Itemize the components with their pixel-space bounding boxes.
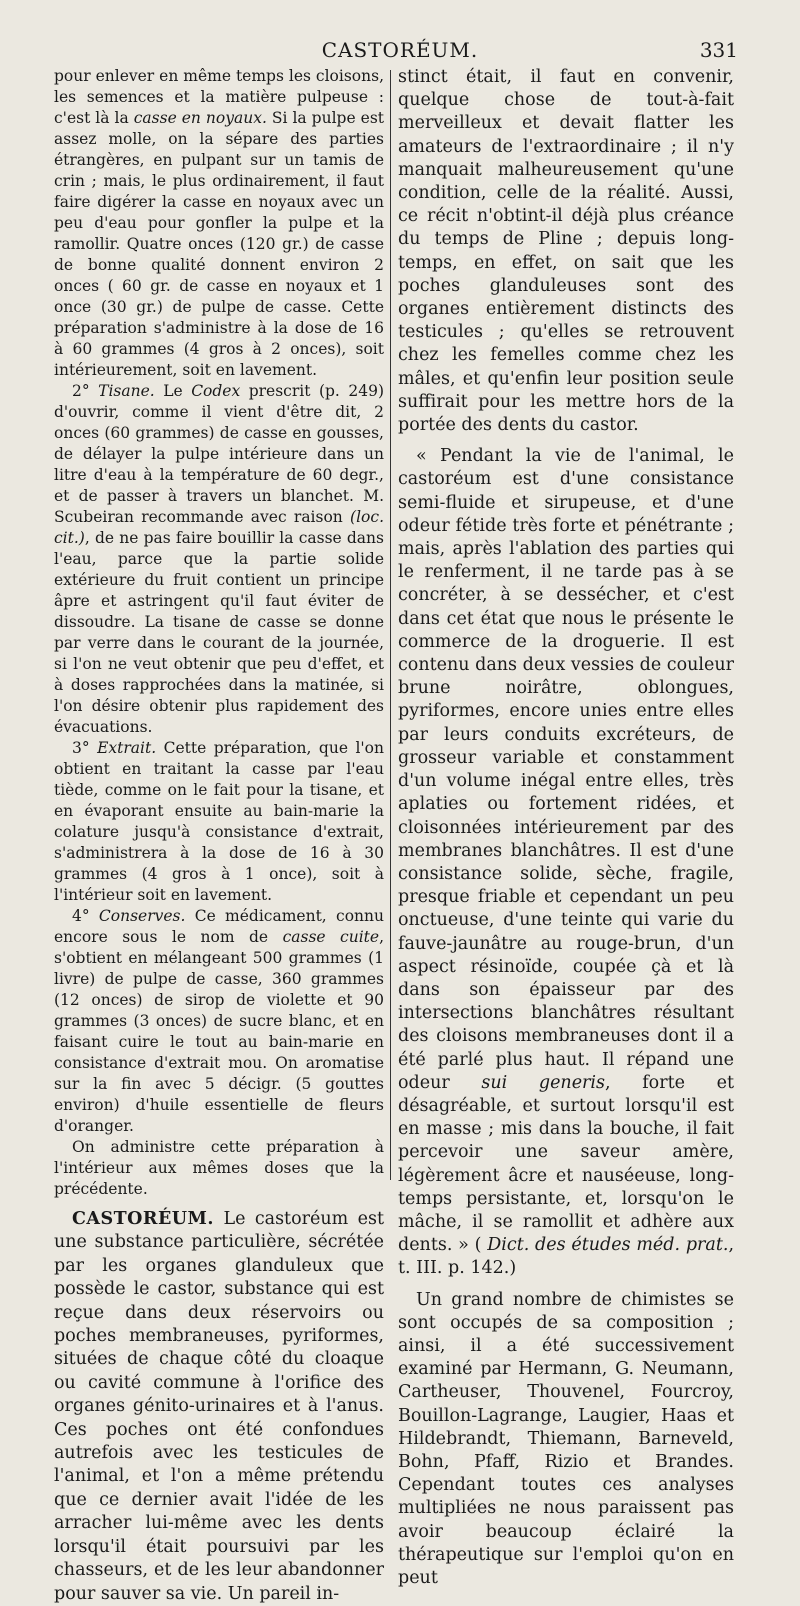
- paragraph-quote: « Pendant la vie de l'animal, le castoréum est d'une consistance semi-fluide et sirupeuse, et d'une odeur fétide très forte et pénétrante ; mais, après l'ablation des parties qui le renferment, il ne tarde pas à se concréter, à se dessécher, et c'est dans cet état que nous le présente le commerce de la droguerie. Il est contenu dans deux vessies de couleur brune noirâtre, oblongues, pyriformes, encore unies entre elles par leurs conduits excréteurs, de grosseur variable et constamment d'un volume inégal entre elles, très aplaties ou fortement ridées, et cloisonnées intérieurement par des membranes blanchâtres. Il est d'une consistance solide, sèche, fragile, presque friable et cependant un peu onctueuse, d'une teinte qui varie du fauve-jaunâtre au rouge-brun, d'un aspect résinoïde, coupée çà et là dans son épaisseur par des intersections blanchâtres résultant des cloisons membraneuses dont il a été parlé plus haut. Il répand une odeur sui generis, forte et désagréable, et surtout lorsqu'il est en masse ; mis dans la bouche, il fait percevoir une saveur amère, légèrement âcre et nauséeuse, long-temps persistante, et, lorsqu'on le mâche, il se ramollit et adhère aux dents. » ( Dict. des études méd. prat., t. III. p. 142.): [398, 446, 735, 1279]
- paragraph: pour enlever en même temps les cloisons, les semences et la matière pulpeuse : c'est là la casse en noyaux. Si la pulpe est assez molle, on la sépare des parties étrangères, en pulpant sur un tamis de crin ; mais, le plus ordinairement, il faut faire digérer la casse en noyaux avec un peu d'eau pour gonfler la pulpe et la ramollir. Quatre onces (120 gr.) de casse de bonne qualité donnent environ 2 onces ( 60 gr. de casse en noyaux et 1 once (30 gr.) de pulpe de casse. Cette préparation s'administre à la dose de 16 à 60 grammes (4 gros à 2 onces), soit intérieurement, soit en lavement.: [54, 67, 384, 379]
- paragraph-conserves: 4° Conserves. Ce médicament, connu encore sous le nom de casse cuite, s'obtient en mélangeant 500 grammes (1 livre) de pulpe de casse, 360 grammes (12 onces) de sirop de violette et 90 grammes (3 onces) de sucre blanc, et en faisant cuire le tout au bain-marie en consistance d'extrait mou. On aromatise sur la fin avec 5 décigr. (5 gouttes environ) d'huile essentielle de fleurs d'oranger.: [54, 907, 384, 1135]
- paragraph: On administre cette préparation à l'intérieur aux mêmes doses que la précédente.: [54, 1138, 384, 1198]
- paragraph-castoreum: CASTORÉUM. Le castoréum est une substance particulière, sécrétée par les organes glanduleux que possède le castor, substance qui est reçue dans deux réservoirs ou poches membraneuses, pyriformes, situées de chaque côté du cloaque ou cavité commune à l'orifice des organes génito-urinaires et à l'anus. Ces poches ont été confondues autrefois avec les testicules de l'animal, et l'on a même prétendu que ce dernier avait l'idée de les arracher lui-même avec les dents lorsqu'il était poursuivi par les chasseurs, et de les leur abandonner pour sauver sa vie. Un pareil in-: [54, 1209, 384, 1604]
- entry-heading: CASTORÉUM.: [72, 1209, 215, 1229]
- paragraph-tisane: 2° Tisane. Le Codex prescrit (p. 249) d'ouvrir, comme il vient d'être dit, 2 onces (60 grammes) de casse en gousses, de délayer la pulpe intérieure dans un litre d'eau à la température de 60 degr., et de passer à travers un blanchet. M. Scubeiran recommande avec raison (loc. cit.), de ne pas faire bouillir la casse dans l'eau, parce que la partie solide extérieure du fruit contient un principe âpre et astringent qu'il faut éviter de dissoudre. La tisane de casse se donne par verre dans le courant de la journée, si l'on ne veut obtenir que peu d'effet, et à doses rapprochées dans la matinée, si l'on désire obtenir plus rapidement des évacuations.: [54, 382, 384, 736]
- paragraph-extrait: 3° Extrait. Cette préparation, que l'on obtient en traitant la casse par l'eau tiède, comme on le fait pour la tisane, et en évaporant ensuite au bain-marie la colature jusqu'à consistance d'extrait, s'administrera à la dose de 16 à 30 grammes (4 gros à 1 once), soit à l'intérieur soit en lavement.: [54, 739, 384, 904]
- paragraph: stinct était, il faut en convenir, quelque chose de tout-à-fait merveilleux et devait flatter les amateurs de l'extraordinaire ; il n'y manquait malheureusement qu'une condition, celle de la réalité. Aussi, ce récit n'obtint-il déjà plus créance du temps de Pline ; depuis long-temps, en effet, on sait que les poches glanduleuses sont des organes entièrement distincts des testicules ; qu'elles se retrouvent chez les femelles comme chez les mâles, et qu'enfin leur position seule suffirait pour les mettre hors de la portée des dents du castor.: [398, 67, 734, 436]
- right-column: [398, 66, 734, 1590]
- running-title: CASTORÉUM.: [321, 38, 479, 62]
- running-head: [0, 38, 800, 68]
- page-number: 331: [699, 38, 738, 62]
- column-divider: [390, 70, 391, 1180]
- paragraph: Un grand nombre de chimistes se sont occupés de sa composition ; ainsi, il a été successivement examiné par Hermann, G. Neumann, Cartheuser, Thouvenel, Fourcroy, Bouillon-Lagrange, Laugier, Haas et Hildebrandt, Thiemann, Barneveld, Bohn, Pfaff, Rizio et Brandes. Cependant toutes ces analyses multipliées ne nous paraissent pas avoir beaucoup éclairé la thérapeutique sur l'emploi qu'on en peut: [398, 1289, 734, 1588]
- left-column: [54, 66, 384, 1606]
